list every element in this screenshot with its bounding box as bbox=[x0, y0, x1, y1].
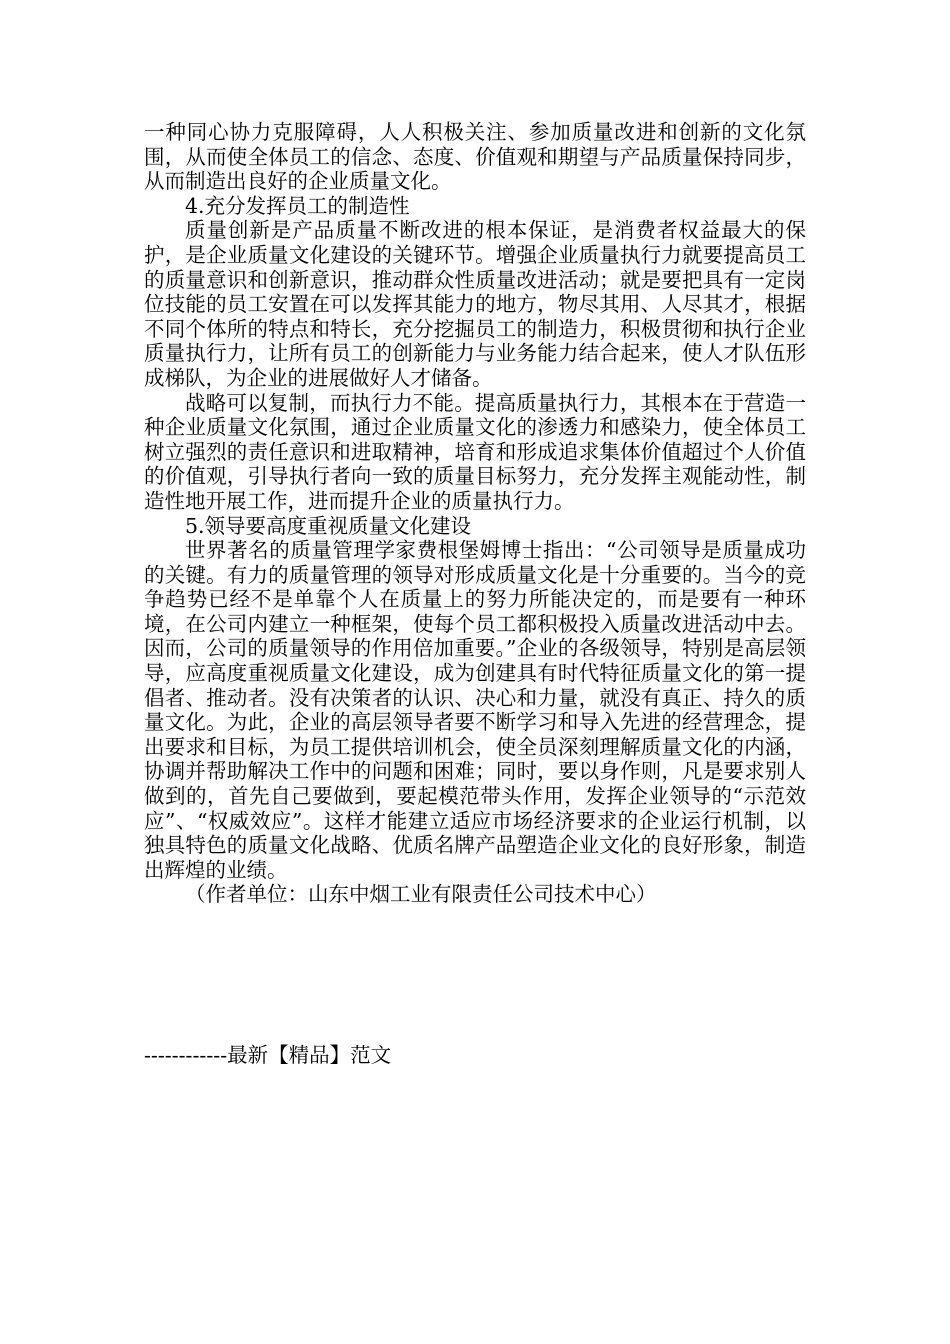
section-heading-4: 4.充分发挥员工的制造性 bbox=[185, 193, 410, 218]
section-heading-5: 5.领导要高度重视质量文化建设 bbox=[185, 513, 472, 538]
author-affiliation: （作者单位：山东中烟工业有限责任公司技术中心） bbox=[185, 882, 657, 907]
document-body bbox=[144, 120, 806, 907]
paragraph-5: 世界著名的质量管理学家费根堡姆博士指出：“公司领导是质量成功的关键。有力的质量管理的领导对形成质量文化是十分重要的。当今的竞争趋势已经不是单靠个人在质量上的努力所能决定的，而是要有一种环境，在公司内建立一种框架，使每个员工都积极投入质量改进活动中去。因而，公司的质量领导的作用倍加重要。”企业的各级领导，特别是高层领导，应高度重视质量文化建设，成为创建具有时代特征质量文化的第一提倡者、推动者。没有决策者的认识、决心和力量，就没有真正、持久的质量文化。为此，企业的高层领导者要不断学习和导入先进的经营理念，提出要求和目标，为员工提供培训机会，使全员深刻理解质量文化的内涵，协调并帮助解决工作中的问题和困难；同时，要以身作则，凡是要求别人做到的，首先自己要做到，要起模范带头作用，发挥企业领导的“示范效应”、“权威效应”。这样才能建立适应市场经济要求的企业运行机制，以独具特色的质量文化战略、优质名牌产品塑造企业文化的良好形象，制造出辉煌的业绩。 bbox=[144, 538, 806, 882]
paragraph-4b: 战略可以复制，而执行力不能。提高质量执行力，其根本在于营造一种企业质量文化氛围，通过企业质量文化的渗透力和感染力，使全体员工树立强烈的责任意识和进取精神，培育和形成追求集体价值超过个人价值的价值观，引导执行者向一致的质量目标努力，充分发挥主观能动性，制造性地开展工作，进而提升企业的质量执行力。 bbox=[144, 390, 806, 513]
paragraph-4a: 质量创新是产品质量不断改进的根本保证，是消费者权益最大的保护，是企业质量文化建设的关键环节。增强企业质量执行力就要提高员工的质量意识和创新意识，推动群众性质量改进活动；就是要把具有一定岗位技能的员工安置在可以发挥其能力的地方，物尽其用、人尽其才，根据不同个体所的特点和特长，充分挖掘员工的制造力，积极贯彻和执行企业质量执行力，让所有员工的创新能力与业务能力结合起来，使人才队伍形成梯队，为企业的进展做好人才储备。 bbox=[144, 218, 806, 390]
paragraph-continued: 一种同心协力克服障碍，人人积极关注、参加质量改进和创新的文化氛围，从而使全体员工的信念、态度、价值观和期望与产品质量保持同步，从而制造出良好的企业质量文化。 bbox=[144, 120, 806, 194]
footer-text: ------------最新【精品】范文 bbox=[144, 1043, 392, 1067]
